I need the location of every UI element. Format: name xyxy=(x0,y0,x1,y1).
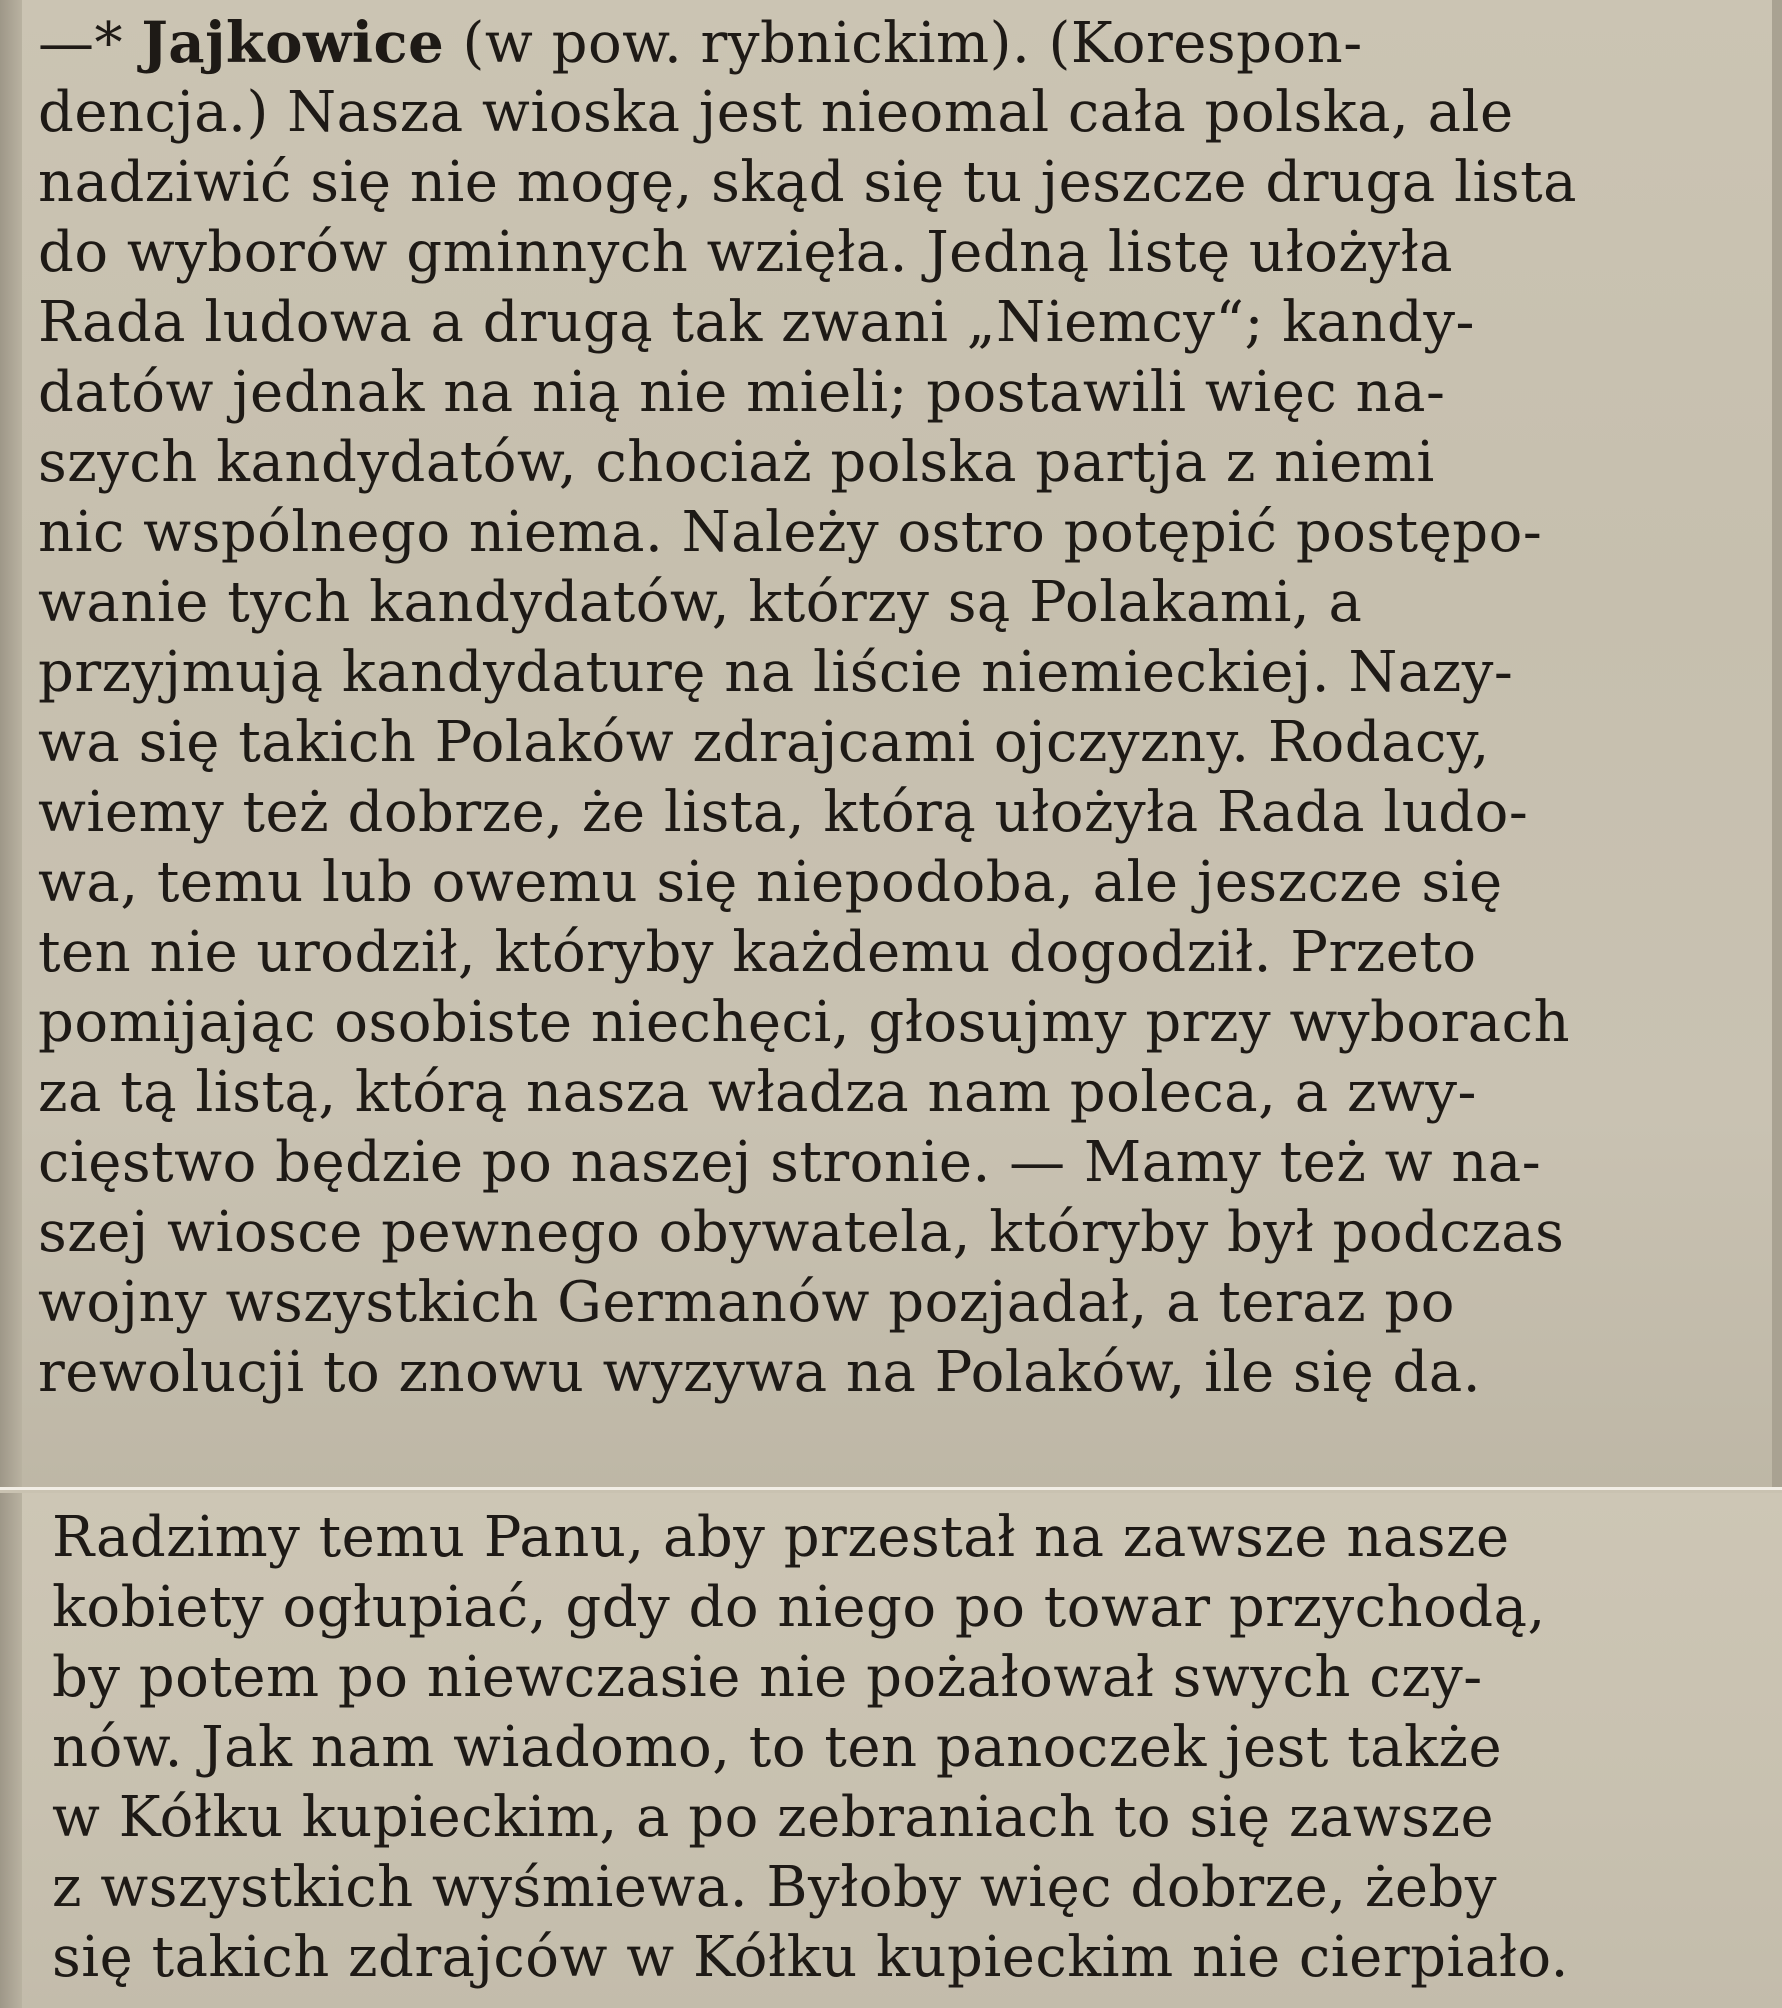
article-line: dencja.) Nasza wioska jest nieomal cała polska, ale xyxy=(38,80,1514,145)
article-line: by potem po niewczasie nie pożałował swych czy- xyxy=(52,1645,1483,1710)
article-line: rewolucji to znowu wyzywa na Polaków, ile się da. xyxy=(38,1340,1482,1405)
article-line: nic wspólnego niema. Należy ostro potępić postępo- xyxy=(38,500,1543,565)
article-line: do wyborów gminnych wzięła. Jedną listę ułożyła xyxy=(38,220,1454,285)
article-line: nów. Jak nam wiadomo, to ten panoczek jest także xyxy=(52,1715,1503,1780)
article-line: datów jednak na nią nie mieli; postawili więc na- xyxy=(38,360,1446,425)
article-line: pomijając osobiste niechęci, głosujmy przy wyborach xyxy=(38,990,1571,1055)
article-line: przyjmują kandydaturę na liście niemieckiej. Nazy- xyxy=(38,640,1514,705)
article-line: Radzimy temu Panu, aby przestał na zawsze nasze xyxy=(52,1505,1510,1570)
article-line: szych kandydatów, chociaż polska partja z niemi xyxy=(38,430,1435,495)
article-line: kobiety ogłupiać, gdy do niego po towar przychodą, xyxy=(52,1575,1546,1640)
article-line: Rada ludowa a drugą tak zwani „Niemcy“; kandy- xyxy=(38,290,1475,355)
article-line: w Kółku kupieckim, a po zebraniach to się zawsze xyxy=(52,1785,1495,1850)
article-line: ten nie urodził, któryby każdemu dogodził. Przeto xyxy=(38,920,1477,985)
article-line: się takich zdrajców w Kółku kupieckim nie cierpiało. xyxy=(52,1925,1569,1990)
newspaper-clipping-bottom xyxy=(0,1493,1782,2008)
article-line: nadziwić się nie mogę, skąd się tu jeszcze druga lista xyxy=(38,150,1578,215)
article-line: wa, temu lub owemu się niepodoba, ale jeszcze się xyxy=(38,850,1503,915)
article-line: szej wiosce pewnego obywatela, któryby był podczas xyxy=(38,1200,1565,1265)
clipping-left-edge xyxy=(0,0,22,1487)
article-line: z wszystkich wyśmiewa. Byłoby więc dobrze, żeby xyxy=(52,1855,1497,1920)
article-line: wojny wszystkich Germanów pozjadał, a teraz po xyxy=(38,1270,1455,1335)
article-line: wanie tych kandydatów, którzy są Polakami, a xyxy=(38,570,1363,635)
article-dateline: —* Jajkowice (w pow. rybnickim). (Korespon- xyxy=(38,10,1363,76)
clipping-right-edge xyxy=(1772,0,1782,1490)
article-line: cięstwo będzie po naszej stronie. — Mamy też w na- xyxy=(38,1130,1542,1195)
article-line: wiemy też dobrze, że lista, którą ułożyła Rada ludo- xyxy=(38,780,1529,845)
article-line: wa się takich Polaków zdrajcami ojczyzny. Rodacy, xyxy=(38,710,1490,775)
article-line: za tą listą, którą nasza władza nam poleca, a zwy- xyxy=(38,1060,1477,1125)
clipping-left-edge xyxy=(0,1493,22,2008)
